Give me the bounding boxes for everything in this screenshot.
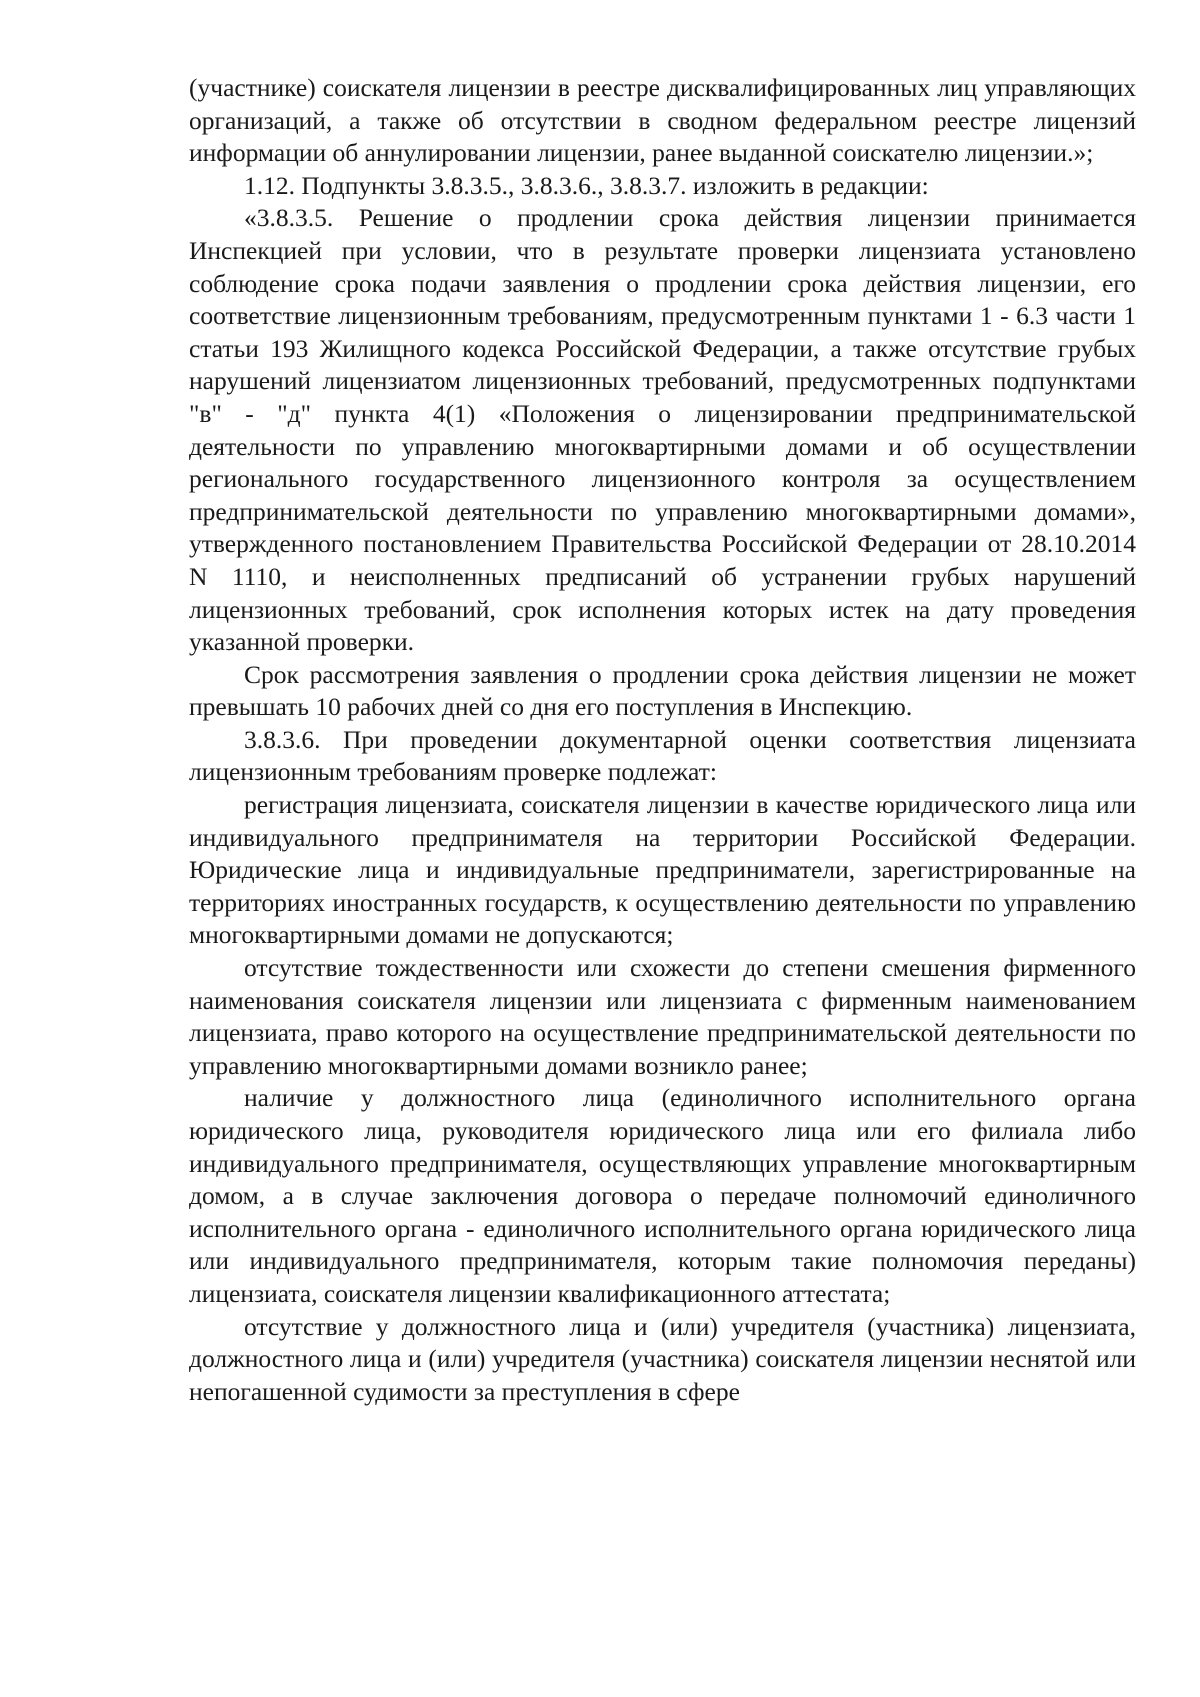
paragraph-3-8-3-6: 3.8.3.6. При проведении документарной оценки соответствия лицензиата лицензионным требованиям проверке подлежат: <box>189 724 1136 787</box>
paragraph-criminal-record: отсутствие у должностного лица и (или) учредителя (участника) лицензиата, должностного лица и (или) учредителя (участника) соискателя лицензии неснятой или непогашенной судимости за преступления в сфере <box>189 1311 1136 1406</box>
paragraph-amendment-1-12: 1.12. Подпункты 3.8.3.5., 3.8.3.6., 3.8.3.7. изложить в редакции: <box>244 170 929 200</box>
paragraph-company-name: отсутствие тождественности или схожести до степени смешения фирменного наименования соискателя лицензии или лицензиата с фирменным наименованием лицензиата, право которого на осуществление предпринимательской деятельности по управлению многоквартирными домами возникло ранее; <box>189 953 1136 1080</box>
paragraph-registration: регистрация лицензиата, соискателя лицензии в качестве юридического лица или индивидуального предпринимателя на территории Российской Федерации. Юридические лица и индивидуальные предприниматели, зарегистрированные на территориях иностранных государств, к осуществлению деятельности по управлению многоквартирными домами не допускаются; <box>189 790 1136 950</box>
paragraph-continuation: (участнике) соискателя лицензии в реестре дисквалифицированных лиц управляющих организаций, а также об отсутствии в сводном федеральном реестре лицензий информации об аннулировании лицензии, ранее выданной соискателю лицензии.»; <box>189 73 1136 168</box>
document-page <box>189 72 1136 1408</box>
paragraph-review-period: Срок рассмотрения заявления о продлении срока действия лицензии не может превышать 10 рабочих дней со дня его поступления в Инспекцию. <box>189 659 1136 722</box>
paragraph-qualification: наличие у должностного лица (единоличного исполнительного органа юридического лица, руководителя юридического лица или его филиала либо индивидуального предпринимателя, осуществляющих управление многоквартирным домом, а в случае заключения договора о передаче полномочий единоличного исполнительного органа - единоличного исполнительного органа юридического лица или индивидуального предпринимателя, которым такие полномочия переданы) лицензиата, соискателя лицензии квалификационного аттестата; <box>189 1083 1136 1308</box>
paragraph-3-8-3-5: «3.8.3.5. Решение о продлении срока действия лицензии принимается Инспекцией при условии, что в результате проверки лицензиата установлено соблюдение срока подачи заявления о продлении срока действия лицензии, его соответствие лицензионным требованиям, предусмотренным пунктами 1 - 6.3 части 1 статьи 193 Жилищного кодекса Российской Федерации, а также отсутствие грубых нарушений лицензиатом лицензионных требований, предусмотренных подпунктами "в" - "д" пункта 4(1) «Положения о лицензировании предпринимательской деятельности по управлению многоквартирными домами и об осуществлении регионального государственного лицензионного контроля за осуществлением предпринимательской деятельности по управлению многоквартирными домами», утвержденного постановлением Правительства Российской Федерации от 28.10.2014 N 1110, и неисполненных предписаний об устранении грубых нарушений лицензионных требований, срок исполнения которых истек на дату проведения указанной проверки. <box>189 203 1136 657</box>
